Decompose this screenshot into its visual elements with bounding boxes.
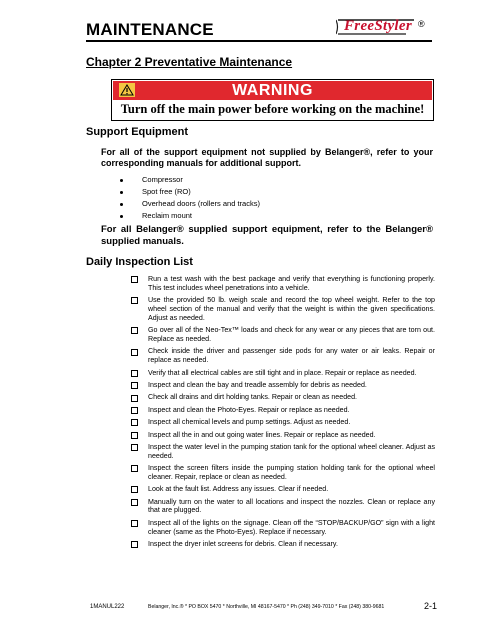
checkbox-icon (131, 465, 138, 472)
list-item: Overhead doors (rollers and tracks) (120, 198, 260, 210)
bullet-icon (120, 215, 123, 218)
checkbox-icon (131, 297, 138, 304)
list-item: Reclaim mount (120, 210, 260, 222)
bullet-icon (120, 191, 123, 194)
checklist-item: Manually turn on the water to all locations and inspect the nozzles. Clean or replace any that are plugged. (131, 498, 435, 516)
checklist-item: Check inside the driver and passenger side pods for any water or air leaks. Repair or replace as needed. (131, 347, 435, 365)
checkbox-icon (131, 541, 138, 548)
checkbox-icon (131, 395, 138, 402)
checklist-item: Inspect the water level in the pumping station tank for the optional wheel cleaner. Adjust as needed. (131, 443, 435, 461)
footer-document-code: 1MANUL222 (90, 604, 125, 610)
chapter-title: Chapter 2 Preventative Maintenance (86, 55, 293, 69)
checkbox-icon (131, 327, 138, 334)
checkbox-icon (131, 407, 138, 414)
checklist-item: Go over all of the Neo-Tex™ loads and check for any wear or any pieces that are torn out. Replace as needed. (131, 326, 435, 344)
registered-mark: ® (418, 19, 425, 29)
checklist-item: Use the provided 50 lb. weigh scale and record the top wheel weight. Refer to the top wheel section of the manual and verify that the weight is within the given specifications. Adjust as needed. (131, 296, 435, 322)
checklist-item: Inspect all chemical levels and pump settings. Adjust as needed. (131, 418, 435, 427)
bullet-icon (120, 203, 123, 206)
support-equipment-heading: Support Equipment (86, 126, 189, 138)
checkbox-icon (131, 499, 138, 506)
support-intro-paragraph: For all of the support equipment not supplied by Belanger®, refer to your corresponding manuals for additional support. (101, 147, 433, 168)
checkbox-icon (131, 276, 138, 283)
checkbox-icon (131, 382, 138, 389)
checklist-item: Inspect and clean the bay and treadle assembly for debris as needed. (131, 381, 435, 390)
checkbox-icon (131, 432, 138, 439)
list-item: Compressor (120, 174, 260, 186)
daily-inspection-heading: Daily Inspection List (86, 256, 193, 268)
warning-banner (113, 81, 432, 100)
checklist-item: Inspect the screen filters inside the pumping station holding tank for the optional wheel cleaner. Repair, replace or clean as needed. (131, 464, 435, 482)
checklist-item: Verify that all electrical cables are still tight and in place. Repair or replace as needed. (131, 369, 435, 378)
footer-address: Belanger, Inc.® * PO BOX 5470 * Northville, MI 48167-5470 * Ph (248) 349-7010 * Fax (248) 380-9681 (148, 604, 385, 610)
checkbox-icon (131, 370, 138, 377)
header-divider (86, 40, 432, 42)
daily-inspection-checklist (131, 275, 435, 552)
logo-wordmark: FreeStyler (344, 18, 412, 34)
checklist-item: Inspect all the in and out going water lines. Repair or replace as needed. (131, 431, 435, 440)
checklist-item: Check all drains and dirt holding tanks. Repair or clean as needed. (131, 393, 435, 402)
support-equipment-list (120, 174, 260, 222)
warning-label: WARNING (232, 82, 313, 99)
bullet-icon (120, 179, 123, 182)
checkbox-icon (131, 486, 138, 493)
checklist-item: Look at the fault list. Address any issues. Clear if needed. (131, 485, 435, 494)
checklist-item: Inspect and clean the Photo-Eyes. Repair or replace as needed. (131, 406, 435, 415)
list-item: Spot free (RO) (120, 186, 260, 198)
page-header-title: MAINTENANCE (86, 20, 214, 39)
checkbox-icon (131, 349, 138, 356)
warning-message: Turn off the main power before working on the machine! (120, 102, 425, 116)
support-outro-paragraph: For all Belanger® supplied support equipment, refer to the Belanger® supplied manuals. (101, 224, 433, 247)
checkbox-icon (131, 419, 138, 426)
footer-page-number: 2-1 (424, 601, 438, 611)
checkbox-icon (131, 520, 138, 527)
checklist-item: Inspect all of the lights on the signage. Clean off the “STOP/BACKUP/GO” sign with a light cleaner (same as the Photo-Eyes). Replace if necessary. (131, 519, 435, 537)
warning-box (111, 79, 434, 121)
checkbox-icon (131, 444, 138, 451)
checklist-item: Run a test wash with the best package and verify that everything is functioning properly. This test includes wheel penetrations into a vehicle. (131, 275, 435, 293)
checklist-item: Inspect the dryer inlet screens for debris. Clean if necessary. (131, 540, 435, 549)
freestyler-logo (336, 17, 422, 37)
